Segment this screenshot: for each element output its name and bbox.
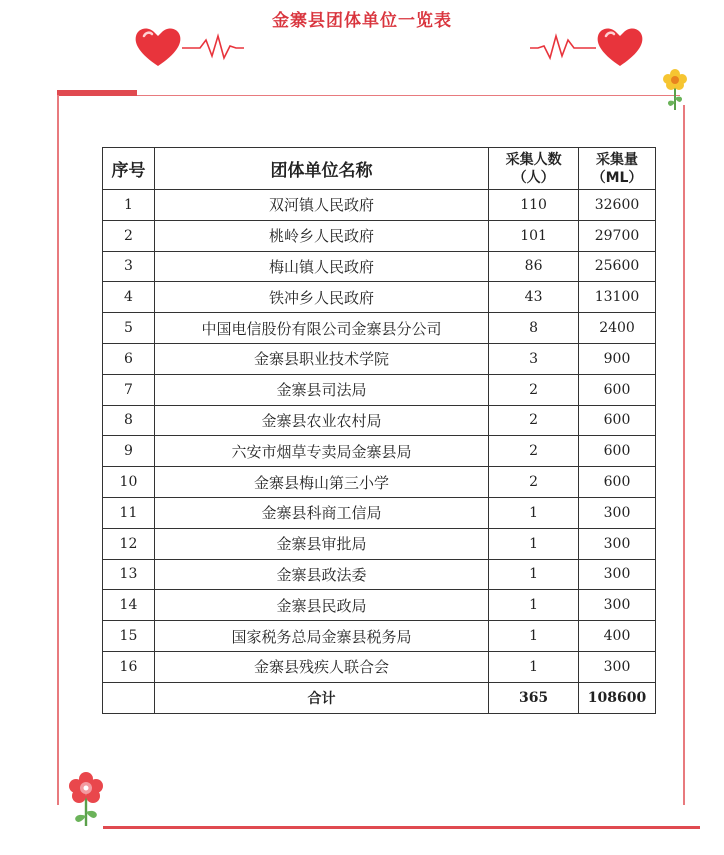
- row-index: 14: [103, 590, 155, 621]
- group-unit-table: [102, 147, 656, 714]
- table-row: [103, 497, 656, 528]
- row-collect-volume: 900: [579, 343, 656, 374]
- row-unit-name: 国家税务总局金寨县税务局: [154, 621, 488, 652]
- row-collect-count: 110: [489, 190, 579, 221]
- table-row: [103, 190, 656, 221]
- table-row: [103, 467, 656, 498]
- header-unit-name: 团体单位名称: [154, 148, 488, 190]
- row-index: 15: [103, 621, 155, 652]
- row-unit-name: 金寨县审批局: [154, 528, 488, 559]
- heart-banner: [130, 24, 650, 70]
- row-index: 8: [103, 405, 155, 436]
- row-unit-name: 金寨县政法委: [154, 559, 488, 590]
- row-unit-name: 铁冲乡人民政府: [154, 282, 488, 313]
- row-collect-count: 1: [489, 621, 579, 652]
- row-unit-name: 金寨县科商工信局: [154, 497, 488, 528]
- header-collect-volume: [579, 148, 656, 190]
- row-collect-volume: 300: [579, 651, 656, 682]
- header-collect-count-line1: 采集人数: [505, 151, 562, 168]
- heart-icon-right: [598, 29, 643, 66]
- row-unit-name: 金寨县民政局: [154, 590, 488, 621]
- row-unit-name: 金寨县农业农村局: [154, 405, 488, 436]
- header-collect-count-line2: （人）: [512, 169, 555, 186]
- total-index-cell: [103, 682, 155, 713]
- frame-bottom-line: [103, 826, 700, 829]
- flower-icon-bottom: [66, 772, 106, 828]
- table-total-row: [103, 682, 656, 713]
- row-collect-volume: 600: [579, 436, 656, 467]
- table-row: [103, 590, 656, 621]
- total-volume: 108600: [579, 682, 656, 713]
- row-collect-count: 1: [489, 590, 579, 621]
- header-collect-volume-line2: （ML）: [591, 169, 643, 186]
- row-index: 7: [103, 374, 155, 405]
- frame-right-line: [683, 105, 685, 805]
- row-collect-count: 8: [489, 313, 579, 344]
- row-collect-volume: 2400: [579, 313, 656, 344]
- table-row: [103, 436, 656, 467]
- row-index: 11: [103, 497, 155, 528]
- row-unit-name: 桃岭乡人民政府: [154, 220, 488, 251]
- table-row: [103, 651, 656, 682]
- row-collect-volume: 600: [579, 374, 656, 405]
- row-index: 3: [103, 251, 155, 282]
- row-collect-volume: 600: [579, 405, 656, 436]
- heartbeat-line-right: [530, 36, 596, 58]
- row-index: 12: [103, 528, 155, 559]
- table-row: [103, 528, 656, 559]
- table-row: [103, 313, 656, 344]
- row-collect-count: 3: [489, 343, 579, 374]
- row-collect-count: 2: [489, 436, 579, 467]
- row-collect-count: 1: [489, 559, 579, 590]
- row-index: 16: [103, 651, 155, 682]
- row-index: 2: [103, 220, 155, 251]
- row-collect-volume: 400: [579, 621, 656, 652]
- row-unit-name: 金寨县司法局: [154, 374, 488, 405]
- table-row: [103, 405, 656, 436]
- row-index: 13: [103, 559, 155, 590]
- row-unit-name: 金寨县梅山第三小学: [154, 467, 488, 498]
- row-unit-name: 六安市烟草专卖局金寨县局: [154, 436, 488, 467]
- row-collect-count: 101: [489, 220, 579, 251]
- row-collect-count: 1: [489, 651, 579, 682]
- row-unit-name: 梅山镇人民政府: [154, 251, 488, 282]
- frame-top-line: [137, 95, 680, 96]
- heartbeat-line-left: [182, 36, 244, 58]
- row-collect-count: 1: [489, 497, 579, 528]
- table-row: [103, 559, 656, 590]
- row-collect-count: 2: [489, 467, 579, 498]
- frame-left-line: [57, 95, 59, 805]
- row-collect-volume: 13100: [579, 282, 656, 313]
- row-collect-volume: 32600: [579, 190, 656, 221]
- row-collect-count: 2: [489, 405, 579, 436]
- flower-icon-top: [660, 68, 690, 112]
- header-collect-count: [489, 148, 579, 190]
- total-label: 合计: [154, 682, 488, 713]
- row-unit-name: 金寨县残疾人联合会: [154, 651, 488, 682]
- row-collect-volume: 300: [579, 559, 656, 590]
- table-row: [103, 282, 656, 313]
- total-count: 365: [489, 682, 579, 713]
- row-collect-volume: 300: [579, 590, 656, 621]
- row-collect-volume: 600: [579, 467, 656, 498]
- table-row: [103, 343, 656, 374]
- row-collect-volume: 300: [579, 497, 656, 528]
- row-collect-count: 86: [489, 251, 579, 282]
- table-header-row: [103, 148, 656, 190]
- row-collect-count: 2: [489, 374, 579, 405]
- page-title: 金寨县团体单位一览表: [272, 11, 452, 31]
- header-index: 序号: [103, 148, 155, 190]
- row-collect-volume: 25600: [579, 251, 656, 282]
- table-row: [103, 220, 656, 251]
- table-row: [103, 621, 656, 652]
- row-index: 5: [103, 313, 155, 344]
- row-collect-count: 43: [489, 282, 579, 313]
- table-body: [103, 190, 656, 683]
- row-collect-volume: 29700: [579, 220, 656, 251]
- row-index: 10: [103, 467, 155, 498]
- row-collect-count: 1: [489, 528, 579, 559]
- table-row: [103, 374, 656, 405]
- row-index: 4: [103, 282, 155, 313]
- row-unit-name: 双河镇人民政府: [154, 190, 488, 221]
- row-index: 1: [103, 190, 155, 221]
- row-index: 9: [103, 436, 155, 467]
- table-row: [103, 251, 656, 282]
- header-collect-volume-line1: 采集量: [596, 151, 638, 168]
- row-unit-name: 中国电信股份有限公司金寨县分公司: [154, 313, 488, 344]
- frame-top-accent: [57, 90, 137, 96]
- heart-icon-left: [136, 29, 181, 66]
- row-unit-name: 金寨县职业技术学院: [154, 343, 488, 374]
- row-index: 6: [103, 343, 155, 374]
- row-collect-volume: 300: [579, 528, 656, 559]
